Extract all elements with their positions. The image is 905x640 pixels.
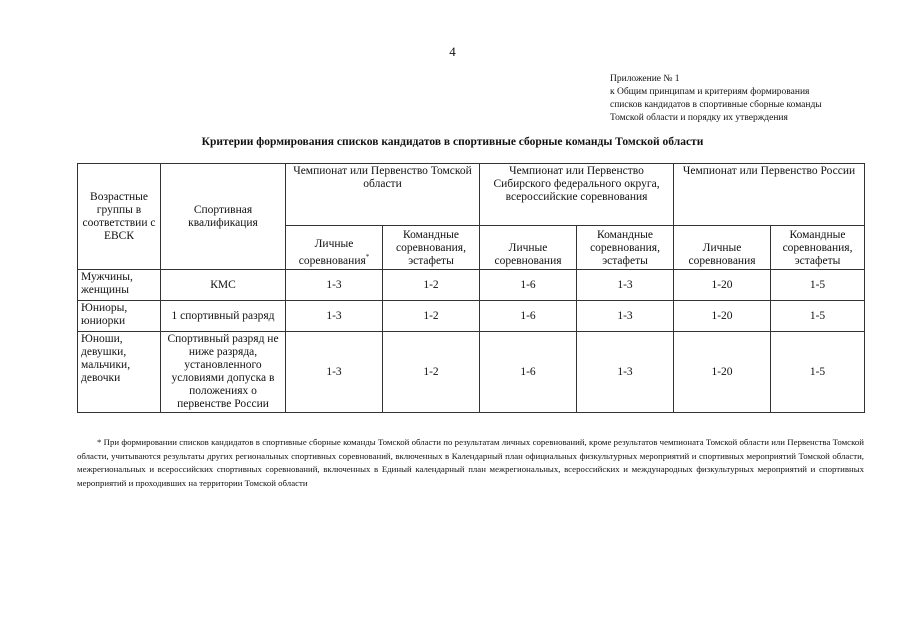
subheader-personal: Личные соревнования [480, 226, 577, 270]
criteria-table [77, 163, 865, 413]
value-cell: 1-20 [674, 270, 771, 301]
age-group-cell: Мужчины, женщины [78, 270, 161, 301]
subheader-personal [286, 226, 383, 270]
value-cell: 1-2 [383, 332, 480, 413]
value-cell: 1-5 [771, 301, 865, 332]
subheader-team: Командные соревнования, эстафеты [577, 226, 674, 270]
subheader-personal-label: Личные соревнования [298, 238, 366, 267]
table-header-row [78, 164, 865, 226]
appendix-line: Приложение № 1 [610, 74, 680, 84]
value-cell: 1-5 [771, 270, 865, 301]
appendix-line: к Общим принципам и критериям формирования [610, 87, 810, 97]
value-cell: 1-3 [577, 332, 674, 413]
appendix-line: списков кандидатов в спортивные сборные команды [610, 100, 822, 110]
subheader-team: Командные соревнования, эстафеты [383, 226, 480, 270]
value-cell: 1-3 [286, 270, 383, 301]
footnote-mark: * [365, 253, 370, 262]
document-title: Критерии формирования списков кандидатов в спортивные сборные команды Томской области [201, 136, 704, 148]
header-age-groups: Возрастные группы в соответствии с ЕВСК [78, 164, 161, 270]
qualification-cell: 1 спортивный разряд [161, 301, 286, 332]
table-row [78, 332, 865, 413]
qualification-cell: Спортивный разряд не ниже разряда, установленного условиями допуска в положениях о первенстве России [161, 332, 286, 413]
value-cell: 1-6 [480, 332, 577, 413]
qualification-cell: КМС [161, 270, 286, 301]
header-qualification: Спортивная квалификация [161, 164, 286, 270]
footnote: * При формировании списков кандидатов в спортивные сборные команды Томской области по результатам личных соревнований, кроме результатов чемпионата Томской области или Первенства Томской области, учитываются результаты других региональных спортивных соревнований, включенных в Календарный план официальных физкультурных мероприятий и спортивных мероприятий Томской области, межрегиональных и всероссийских спортивных соревнований, включенных в Единый календарный план межрегиональных, всероссийских и международных физкультурных мероприятий и спортивных мероприятий и проходивших на территории Томской области [77, 437, 864, 488]
value-cell: 1-20 [674, 301, 771, 332]
value-cell: 1-3 [286, 332, 383, 413]
value-cell: 1-3 [577, 270, 674, 301]
subheader-team: Командные соревнования, эстафеты [771, 226, 865, 270]
value-cell: 1-2 [383, 301, 480, 332]
subheader-personal: Личные соревнования [674, 226, 771, 270]
header-group-russia: Чемпионат или Первенство России [674, 164, 865, 226]
value-cell: 1-20 [674, 332, 771, 413]
value-cell: 1-5 [771, 332, 865, 413]
age-group-cell: Юниоры, юниорки [78, 301, 161, 332]
table-row [78, 301, 865, 332]
value-cell: 1-6 [480, 270, 577, 301]
age-group-cell: Юноши, девушки, мальчики, девочки [78, 332, 161, 413]
page-number: 4 [449, 44, 456, 59]
value-cell: 1-3 [286, 301, 383, 332]
appendix-note [610, 73, 822, 125]
value-cell: 1-2 [383, 270, 480, 301]
table-row [78, 270, 865, 301]
value-cell: 1-6 [480, 301, 577, 332]
header-group-tomsk: Чемпионат или Первенство Томской области [286, 164, 480, 226]
header-group-siberia: Чемпионат или Первенство Сибирского федерального округа, всероссийские соревнования [480, 164, 674, 226]
appendix-line: Томской области и порядку их утверждения [610, 113, 788, 123]
value-cell: 1-3 [577, 301, 674, 332]
